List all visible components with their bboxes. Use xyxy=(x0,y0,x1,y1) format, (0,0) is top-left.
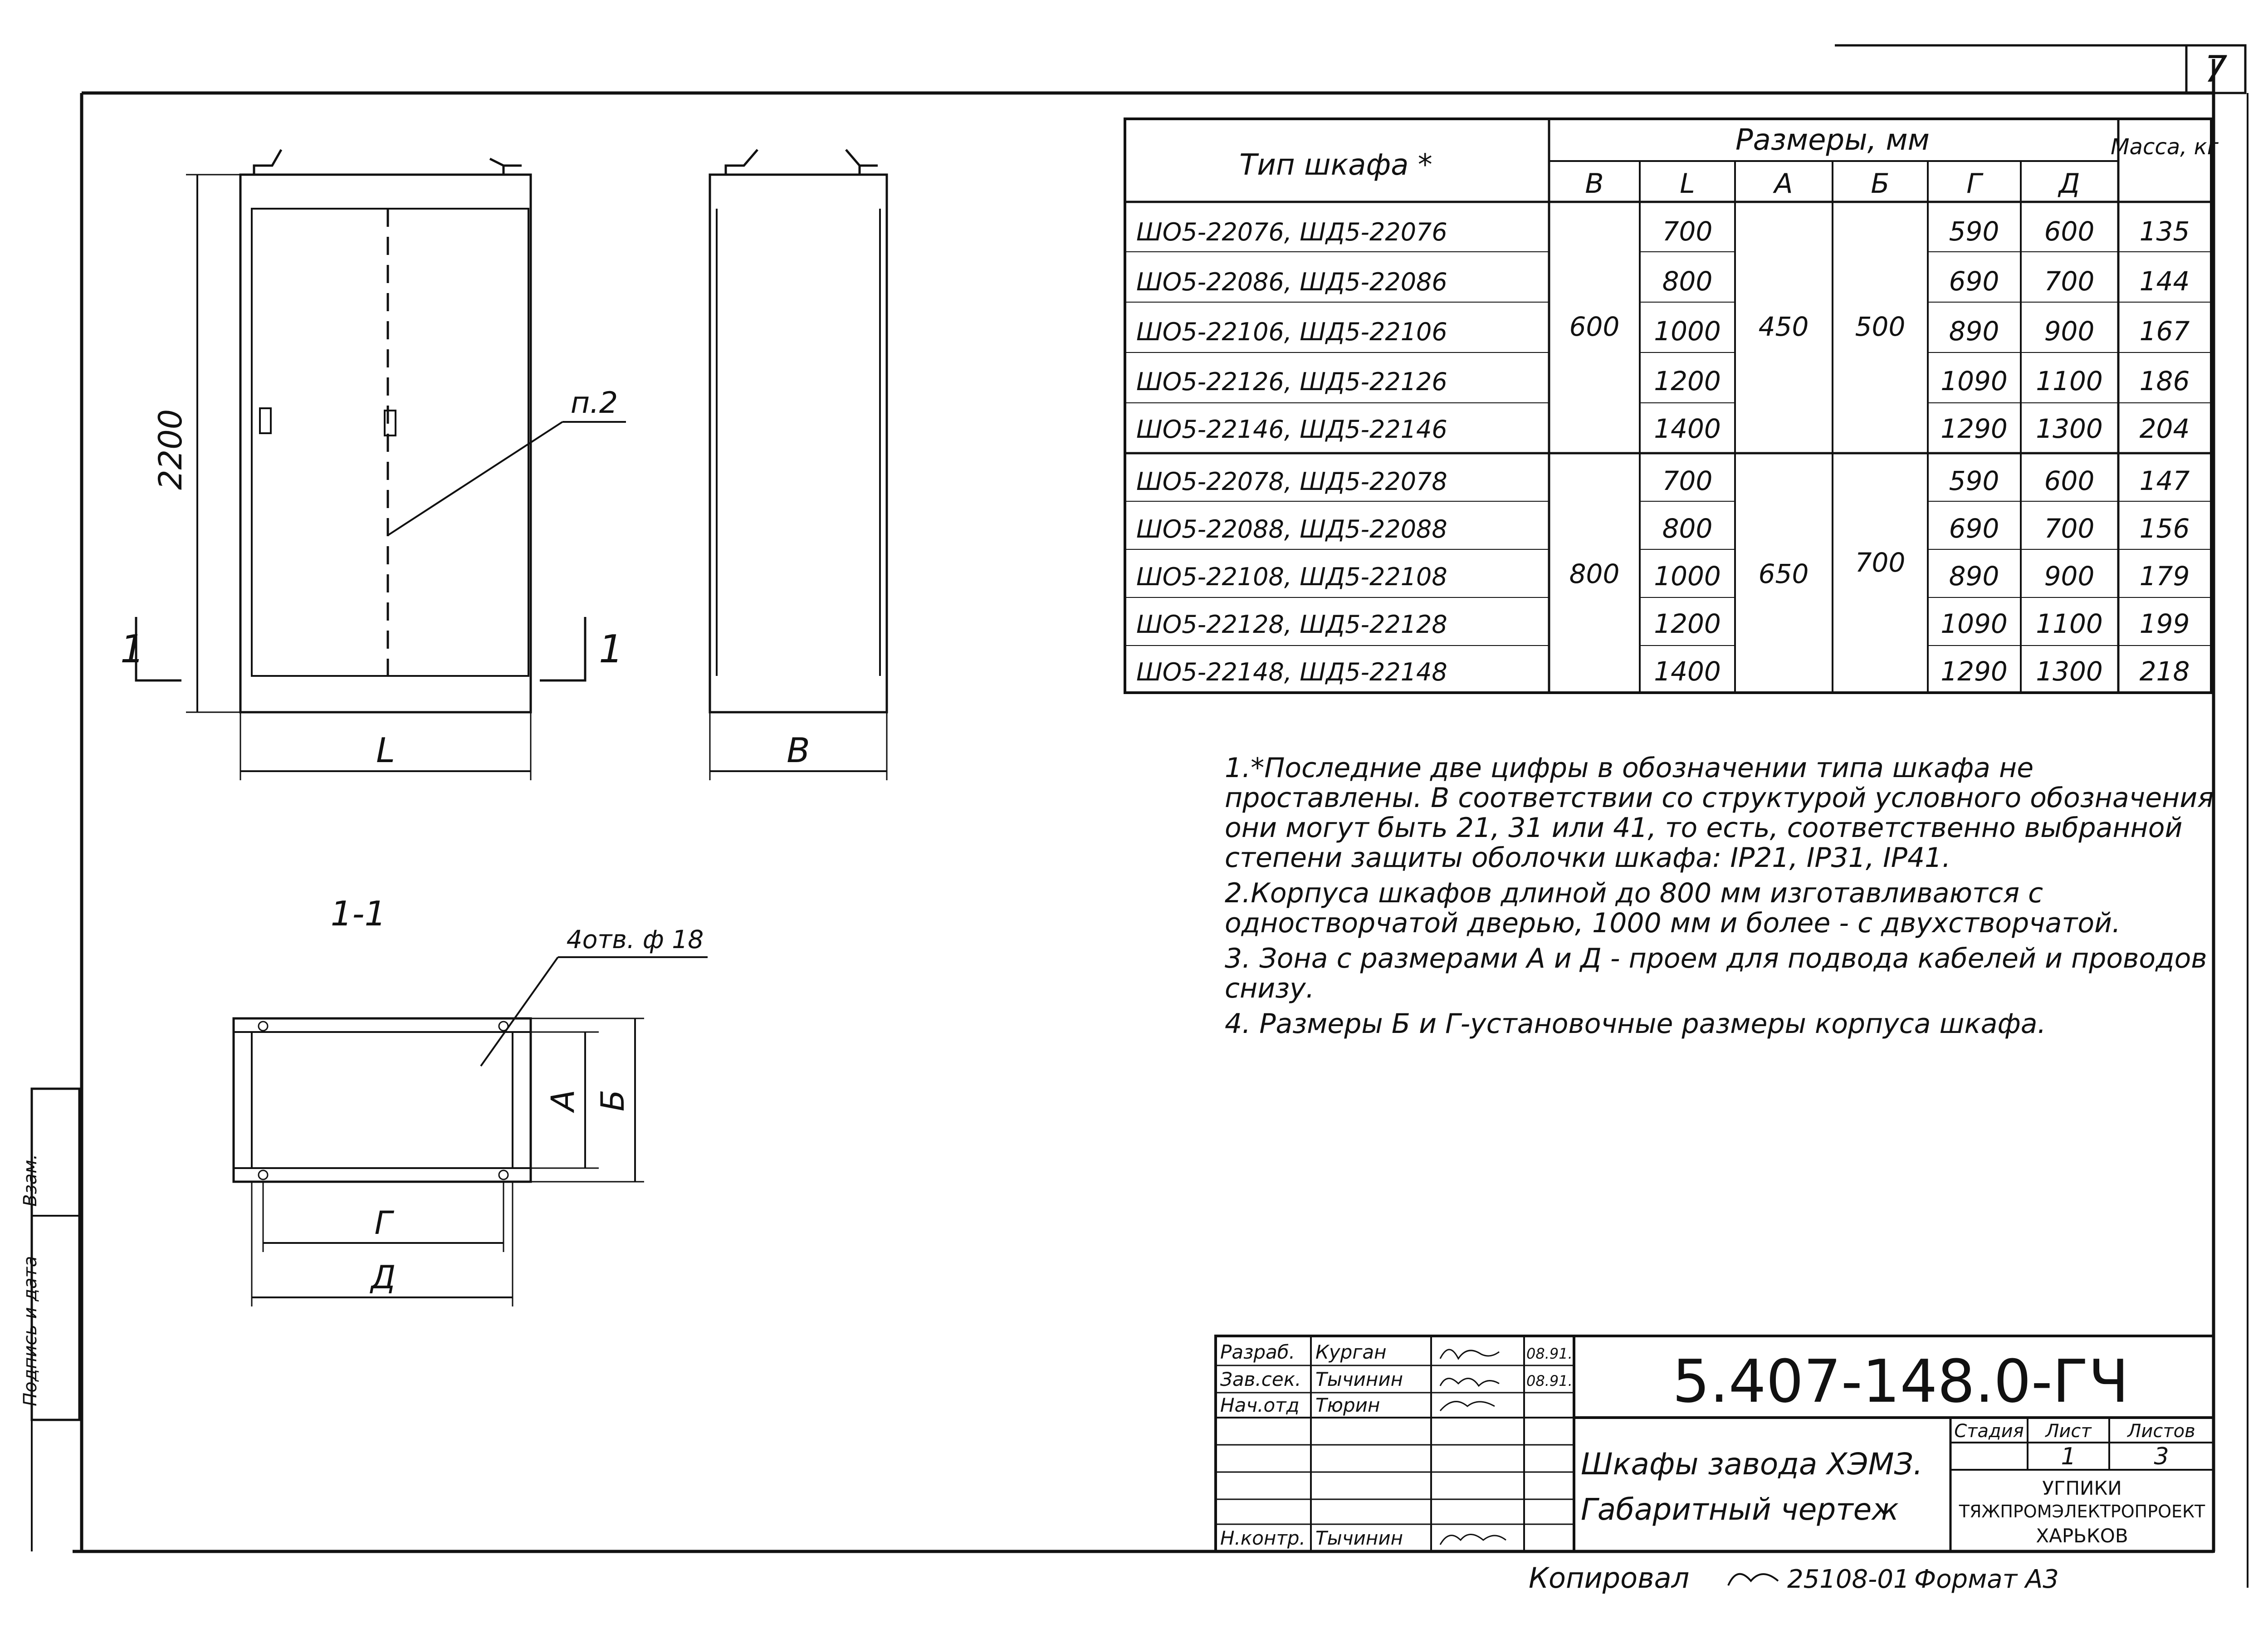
cell-mass: 186 xyxy=(2139,366,2190,396)
table-row xyxy=(1136,413,2190,444)
column-header: Г xyxy=(1966,168,1982,200)
width-dimension-label-b: B xyxy=(787,730,810,770)
dimension-d-label: Д xyxy=(371,1259,396,1296)
cell-l: 1200 xyxy=(1654,608,1721,639)
group2-bsize-value: 700 xyxy=(1855,547,1906,578)
side-stamp-sign-label: Подпись и дата xyxy=(20,1256,41,1406)
cell-l: 700 xyxy=(1662,216,1713,247)
sheet-label: Лист xyxy=(2045,1421,2092,1442)
role-label: Зав.сек. xyxy=(1220,1368,1301,1390)
cell-d: 1300 xyxy=(2036,656,2103,687)
table-row xyxy=(1136,266,2190,297)
sheets-value: 3 xyxy=(2154,1443,2169,1470)
table-row xyxy=(1136,216,2190,247)
role-name: Курган xyxy=(1315,1341,1387,1363)
cell-mass: 218 xyxy=(2139,656,2190,687)
cell-l: 800 xyxy=(1662,513,1713,544)
section-mark-right: 1 xyxy=(599,627,624,672)
table-row xyxy=(1136,561,2190,592)
order-number: 25108-01 xyxy=(1787,1565,1910,1594)
org-line2: ТЯЖПРОМЭЛЕКТРОПРОЕКТ xyxy=(1959,1502,2205,1521)
height-dimension-label: 2200 xyxy=(152,409,189,490)
cell-g: 590 xyxy=(1949,216,1999,247)
table-group-values xyxy=(1569,311,1906,589)
cell-mass: 167 xyxy=(2139,316,2190,347)
column-header: L xyxy=(1680,168,1695,200)
cell-type: ШО5-22128, ШД5-22128 xyxy=(1136,610,1447,639)
dimension-g-label: Г xyxy=(374,1204,392,1242)
sheet-value: 1 xyxy=(2061,1443,2076,1470)
group1-bsize-value: 500 xyxy=(1855,311,1906,342)
stage-label: Стадия xyxy=(1954,1421,2024,1442)
table-row xyxy=(1136,316,2190,347)
holes-note: 4отв. ф 18 xyxy=(566,925,704,954)
cell-type: ШО5-22088, ШД5-22088 xyxy=(1136,515,1447,543)
cell-l: 1000 xyxy=(1654,316,1721,347)
cell-type: ШО5-22146, ШД5-22146 xyxy=(1136,415,1447,444)
drawing-code: 5.407-148.0-ГЧ xyxy=(1672,1347,2129,1416)
cell-type: ШО5-22076, ШД5-22076 xyxy=(1136,218,1447,246)
drawing-title-line1: Шкафы завода ХЭМЗ. xyxy=(1581,1447,1923,1482)
cell-type: ШО5-22078, ШД5-22078 xyxy=(1136,467,1447,496)
cell-l: 700 xyxy=(1662,465,1713,496)
table-row xyxy=(1136,608,2190,639)
cell-g: 890 xyxy=(1949,561,1999,592)
column-header: Д xyxy=(2058,168,2080,200)
role-label: Разраб. xyxy=(1220,1341,1295,1363)
dimension-b-label: Б xyxy=(594,1089,631,1111)
cell-l: 800 xyxy=(1662,266,1713,297)
cell-g: 1090 xyxy=(1941,608,2008,639)
cell-mass: 147 xyxy=(2139,465,2190,496)
section-mark-left: 1 xyxy=(120,627,145,672)
cell-l: 1400 xyxy=(1654,656,1721,687)
role-name: Тычинин xyxy=(1315,1527,1403,1549)
copier-signature xyxy=(1728,1574,1778,1585)
cell-g: 590 xyxy=(1949,465,1999,496)
table-header-sizes: Размеры, мм xyxy=(1735,123,1930,157)
cell-g: 1090 xyxy=(1941,366,2008,396)
group2-a-value: 650 xyxy=(1758,558,1809,589)
callout-label: п.2 xyxy=(570,386,618,420)
cell-mass: 156 xyxy=(2139,513,2190,544)
cell-mass: 199 xyxy=(2139,608,2190,639)
notes-block xyxy=(1225,753,2223,1044)
note-2: 2.Корпуса шкафов длиной до 800 мм изготавливаются с одностворчатой дверью, 1000 мм и более - с двухстворчатой. xyxy=(1225,877,2121,939)
cell-mass: 204 xyxy=(2139,413,2190,444)
role-name: Тюрин xyxy=(1315,1394,1380,1416)
sheet-number: 7 xyxy=(2204,48,2228,90)
dimension-table-grid xyxy=(1125,119,2211,693)
format-label: Формат А3 xyxy=(1914,1565,2059,1594)
cell-type: ШО5-22108, ШД5-22108 xyxy=(1136,563,1447,591)
role-label: Нач.отд xyxy=(1220,1394,1300,1416)
cell-d: 600 xyxy=(2044,216,2095,247)
cell-l: 1000 xyxy=(1654,561,1721,592)
cell-d: 900 xyxy=(2044,316,2095,347)
column-header: Б xyxy=(1871,168,1890,200)
cell-d: 1300 xyxy=(2036,413,2103,444)
cell-type: ШО5-22086, ШД5-22086 xyxy=(1136,268,1447,296)
table-header-type: Тип шкафа * xyxy=(1239,148,1432,182)
cell-g: 890 xyxy=(1949,316,1999,347)
column-header: В xyxy=(1585,168,1604,200)
cell-d: 900 xyxy=(2044,561,2095,592)
cell-type: ШО5-22106, ШД5-22106 xyxy=(1136,318,1447,346)
drawing-title-line2: Габаритный чертеж xyxy=(1581,1492,1899,1527)
table-row xyxy=(1136,513,2190,544)
cell-d: 1100 xyxy=(2036,366,2103,396)
org-line3: ХАРЬКОВ xyxy=(2036,1525,2128,1547)
table-row xyxy=(1136,656,2190,687)
side-view xyxy=(710,150,887,780)
cell-mass: 179 xyxy=(2139,561,2190,592)
sheets-label: Листов xyxy=(2127,1421,2195,1442)
group2-b-value: 800 xyxy=(1569,558,1620,589)
side-stamp-replace-label: Взам. xyxy=(20,1154,41,1207)
note-4: 4. Размеры Б и Г-установочные размеры корпуса шкафа. xyxy=(1225,1008,2046,1040)
table-row xyxy=(1136,366,2190,396)
cell-d: 700 xyxy=(2044,513,2095,544)
role-date: 08.91. xyxy=(1526,1345,1573,1362)
org-line1: УГПИКИ xyxy=(2042,1477,2122,1499)
front-view xyxy=(136,150,626,780)
width-dimension-label-l: L xyxy=(376,730,395,770)
cell-type: ШО5-22126, ШД5-22126 xyxy=(1136,367,1447,396)
cell-d: 600 xyxy=(2044,465,2095,496)
cell-type: ШО5-22148, ШД5-22148 xyxy=(1136,658,1447,686)
role-date: 08.91. xyxy=(1526,1372,1573,1389)
table-rows xyxy=(1136,216,2190,687)
copied-by-label: Копировал xyxy=(1529,1561,1690,1595)
cell-g: 690 xyxy=(1949,513,1999,544)
cell-d: 700 xyxy=(2044,266,2095,297)
cell-g: 1290 xyxy=(1941,656,2008,687)
cell-g: 1290 xyxy=(1941,413,2008,444)
dimension-a-label: А xyxy=(544,1090,582,1111)
cell-g: 690 xyxy=(1949,266,1999,297)
section-view xyxy=(234,957,708,1306)
section-title: 1-1 xyxy=(330,894,386,934)
table-row xyxy=(1136,465,2190,496)
role-name: Тычинин xyxy=(1315,1368,1403,1390)
role-label: Н.контр. xyxy=(1220,1527,1305,1549)
cell-l: 1400 xyxy=(1654,413,1721,444)
group1-a-value: 450 xyxy=(1758,311,1809,342)
cell-d: 1100 xyxy=(2036,608,2103,639)
group1-b-value: 600 xyxy=(1569,311,1620,342)
note-3: 3. Зона с размерами А и Д - проем для подвода кабелей и проводов снизу. xyxy=(1225,943,2207,1004)
note-1: 1.*Последние две цифры в обозначении типа шкафа не проставлены. В соответствии со структурой условного обозначения они могут быть 21, 31 или 41, то есть, соответственно выбранной степени защиты оболочки шкафа: IP21, IP31, IP41. xyxy=(1225,752,2214,874)
signatures xyxy=(1440,1350,1506,1545)
column-header: А xyxy=(1774,168,1793,200)
table-header-mass: Масса, кг xyxy=(2111,134,2219,160)
cell-mass: 144 xyxy=(2139,266,2190,297)
cell-mass: 135 xyxy=(2139,216,2190,247)
cell-l: 1200 xyxy=(1654,366,1721,396)
